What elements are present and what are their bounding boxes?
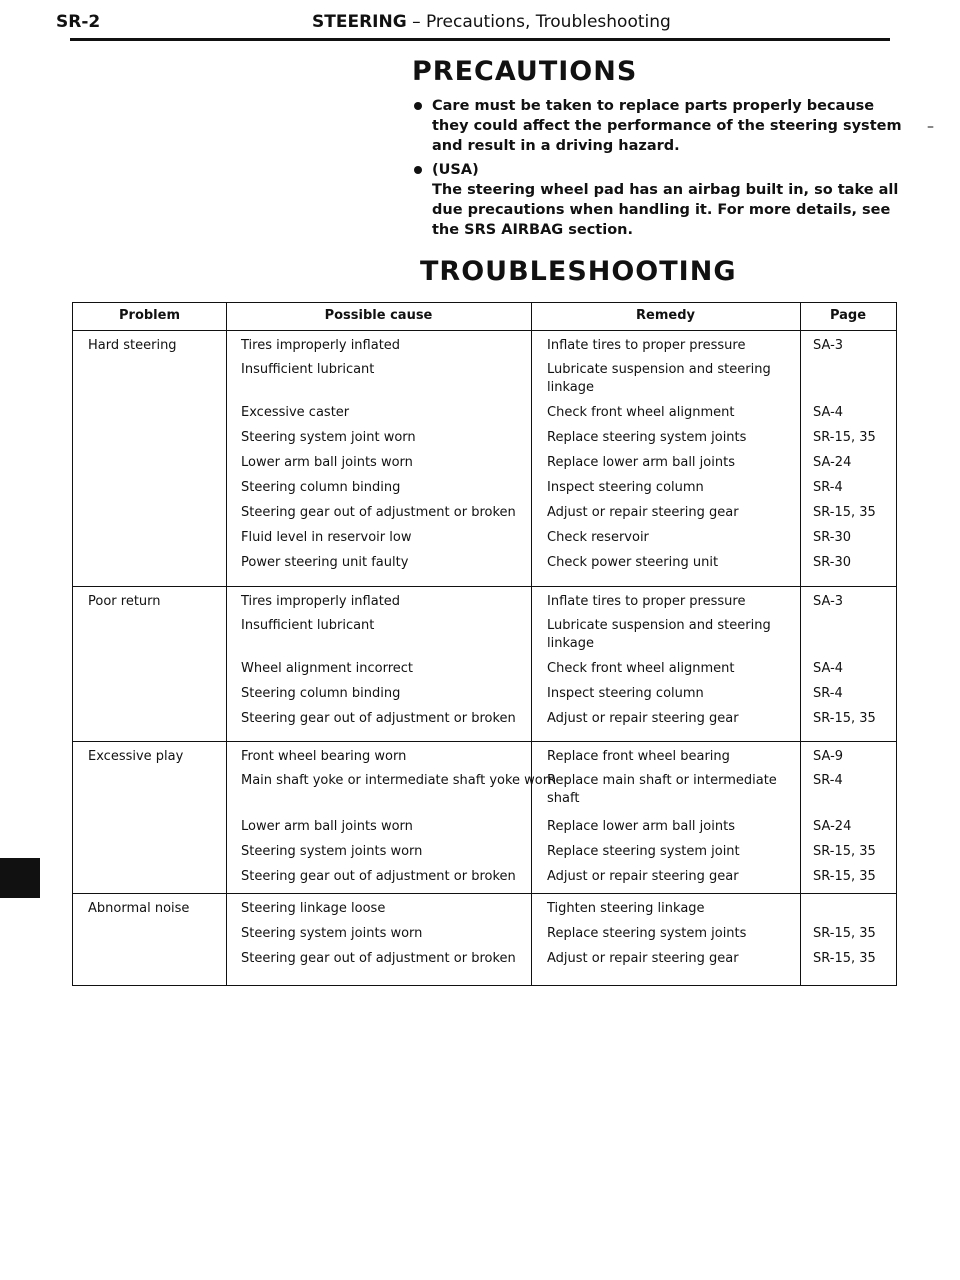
remedy-cell: Lubricate suspension and steering linkage (547, 618, 771, 651)
section-title-rest: – Precautions, Troubleshooting (406, 12, 671, 32)
cause-cell: Steering gear out of adjustment or broken (241, 505, 516, 520)
column-header-cause: Possible cause (324, 308, 433, 323)
cause-cell: Steering linkage loose (241, 901, 386, 916)
page-cell: SR-15, 35 (813, 951, 876, 966)
remedy-cell: Replace front wheel bearing (547, 749, 730, 764)
group-divider (73, 586, 896, 587)
remedy-cell: Check reservoir (547, 530, 649, 545)
remedy-cell: Adjust or repair steering gear (547, 951, 739, 966)
column-divider (531, 303, 532, 985)
page-cell: SR-15, 35 (813, 505, 876, 520)
remedy-cell: Replace steering system joints (547, 430, 747, 445)
page-cell: SR-30 (813, 555, 851, 570)
troubleshooting-heading: TROUBLESHOOTING (420, 256, 737, 287)
column-header-problem: Problem (119, 308, 180, 323)
remedy-cell: Tighten steering linkage (547, 901, 705, 916)
precaution-text: Care must be taken to replace parts properly because they could affect the performance of the steering system and result in a driving hazard. (432, 98, 902, 154)
column-header-page: Page (829, 308, 867, 323)
problem-cell: Abnormal noise (88, 901, 190, 916)
cause-cell: Excessive caster (241, 405, 350, 420)
cause-cell: Steering column binding (241, 686, 401, 701)
cause-cell: Steering system joints worn (241, 926, 423, 941)
remedy-cell: Adjust or repair steering gear (547, 869, 739, 884)
precaution-item (412, 96, 902, 156)
remedy-cell: Replace main shaft or intermediate shaft (547, 773, 777, 806)
precautions-heading: PRECAUTIONS (412, 56, 638, 87)
cause-cell: Lower arm ball joints worn (241, 819, 413, 834)
remedy-cell: Replace lower arm ball joints (547, 455, 735, 470)
remedy-cell: Inflate tires to proper pressure (547, 338, 746, 353)
remedy-cell: Replace steering system joint (547, 844, 740, 859)
column-header-remedy: Remedy (636, 308, 695, 323)
page-cell: SA-9 (813, 749, 844, 764)
cause-cell: Steering system joints worn (241, 844, 423, 859)
cause-cell: Lower arm ball joints worn (241, 455, 413, 470)
troubleshooting-table (72, 302, 897, 986)
header-divider (73, 330, 896, 331)
remedy-cell: Replace steering system joints (547, 926, 747, 941)
cause-cell: Steering gear out of adjustment or broken (241, 951, 516, 966)
page-cell: SA-4 (813, 661, 844, 676)
bullet-icon (414, 102, 422, 110)
problem-cell: Hard steering (88, 338, 177, 353)
cause-cell: Steering gear out of adjustment or broken (241, 711, 516, 726)
column-divider (226, 303, 227, 985)
cause-cell: Power steering unit faulty (241, 555, 409, 570)
page-cell: SA-24 (813, 455, 852, 470)
cause-cell: Insufficient lubricant (241, 618, 375, 633)
page-cell: SA-4 (813, 405, 844, 420)
bullet-icon (414, 166, 422, 174)
remedy-cell: Check front wheel alignment (547, 661, 735, 676)
page-cell: SR-4 (813, 480, 843, 495)
remedy-cell: Inflate tires to proper pressure (547, 594, 746, 609)
problem-cell: Poor return (88, 594, 161, 609)
page-cell: SR-4 (813, 773, 843, 788)
remedy-cell: Replace lower arm ball joints (547, 819, 735, 834)
page-cell: SR-15, 35 (813, 711, 876, 726)
column-divider (800, 303, 801, 985)
precaution-item (412, 160, 902, 240)
group-divider (73, 893, 896, 894)
cause-cell: Steering column binding (241, 480, 401, 495)
section-title-bold: STEERING (312, 12, 407, 32)
precautions-list (412, 96, 902, 244)
page-code: SR-2 (56, 12, 101, 32)
section-thumb-tab (0, 858, 40, 898)
margin-mark: – (927, 119, 934, 135)
cause-cell: Front wheel bearing worn (241, 749, 407, 764)
cause-cell: Fluid level in reservoir low (241, 530, 412, 545)
remedy-cell: Check power steering unit (547, 555, 719, 570)
page-cell: SA-3 (813, 594, 844, 609)
page-cell: SR-15, 35 (813, 844, 876, 859)
remedy-cell: Adjust or repair steering gear (547, 505, 739, 520)
page-cell: SR-15, 35 (813, 926, 876, 941)
section-title (312, 12, 671, 32)
problem-cell: Excessive play (88, 749, 184, 764)
cause-cell: Insufficient lubricant (241, 362, 375, 377)
remedy-cell: Adjust or repair steering gear (547, 711, 739, 726)
page-cell: SR-4 (813, 686, 843, 701)
remedy-cell: Inspect steering column (547, 480, 704, 495)
remedy-cell: Check front wheel alignment (547, 405, 735, 420)
remedy-cell: Inspect steering column (547, 686, 704, 701)
page-cell: SR-30 (813, 530, 851, 545)
page-cell: SR-15, 35 (813, 869, 876, 884)
precaution-text: (USA) The steering wheel pad has an airbag built in, so take all due precautions when handling it. For more details, see the SRS AIRBAG section. (432, 162, 899, 238)
cause-cell: Tires improperly inflated (241, 338, 401, 353)
cause-cell: Tires improperly inflated (241, 594, 401, 609)
page-cell: SA-24 (813, 819, 852, 834)
cause-cell: Wheel alignment incorrect (241, 661, 414, 676)
cause-cell: Main shaft yoke or intermediate shaft yoke worn (241, 773, 557, 788)
page-cell: SR-15, 35 (813, 430, 876, 445)
cause-cell: Steering gear out of adjustment or broken (241, 869, 516, 884)
page-cell: SA-3 (813, 338, 844, 353)
group-divider (73, 741, 896, 742)
cause-cell: Steering system joint worn (241, 430, 416, 445)
page-header (56, 8, 890, 41)
remedy-cell: Lubricate suspension and steering linkage (547, 362, 771, 395)
